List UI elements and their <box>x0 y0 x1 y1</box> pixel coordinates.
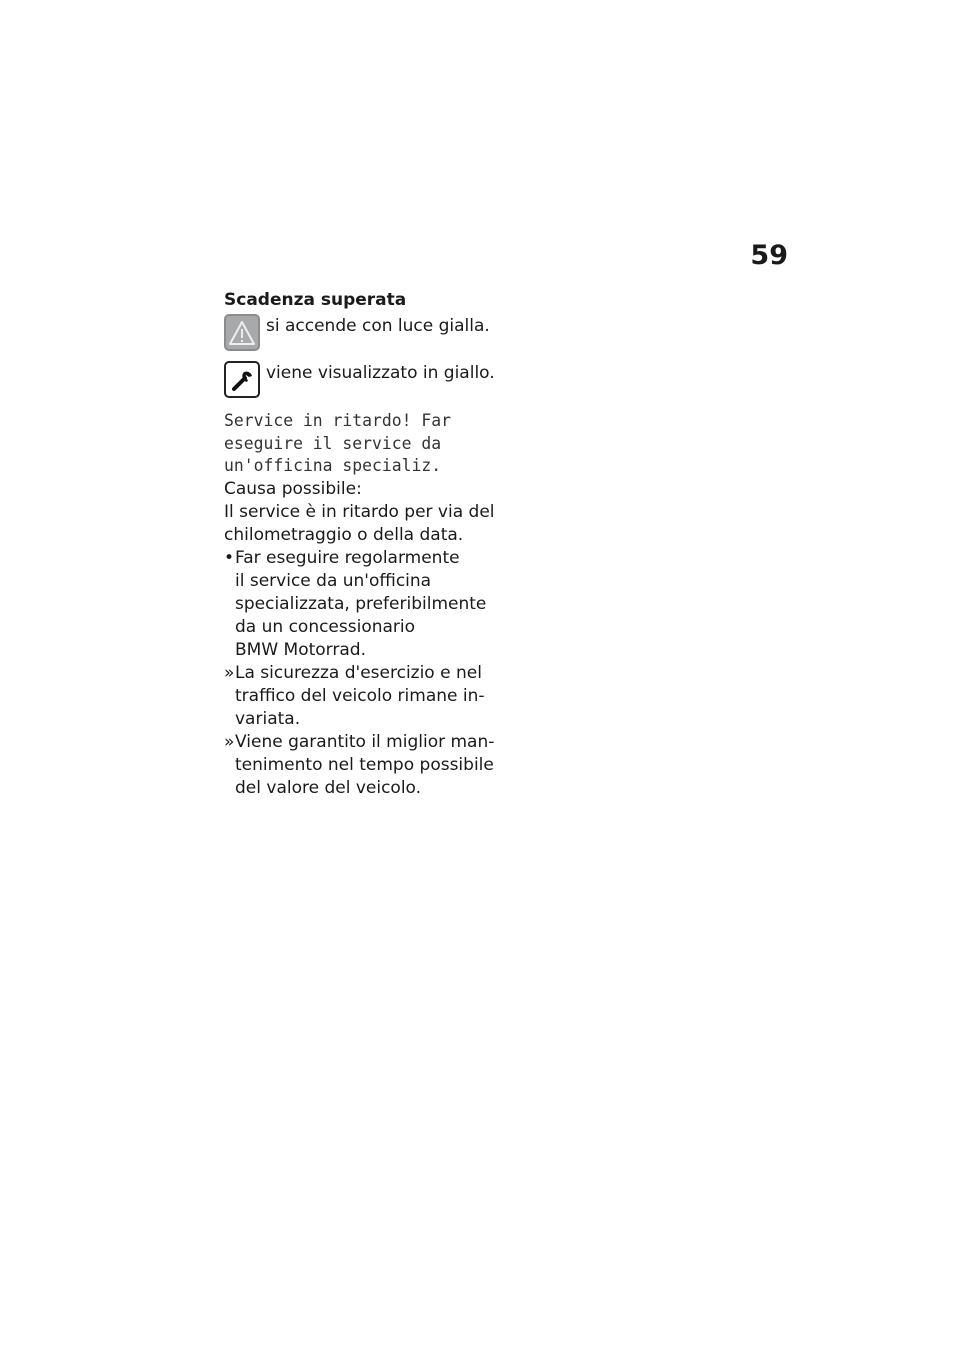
action-bullet <box>224 547 496 662</box>
cause-label: Causa possibile: <box>224 478 362 499</box>
service-indicator-row <box>224 361 496 398</box>
section-title: Scadenza superata <box>224 290 407 310</box>
cause-text-line-1: Il service è in ritardo per via del <box>224 501 495 522</box>
result-text-2: Viene garantito il miglior man- tenimento nel tempo possibile del valore del veicolo. <box>235 731 495 798</box>
cause-text-line-2: chilometraggio o della data. <box>224 524 464 545</box>
warning-indicator-row <box>224 314 496 351</box>
service-indicator-text: viene visualizzato in giallo. <box>266 363 495 383</box>
content-column <box>224 288 496 800</box>
action-text: Far eseguire regolarmente il service da un'officina specializzata, preferibilmente da un concessionario BMW Motorrad. <box>235 547 487 660</box>
page-number: 59 <box>750 240 788 271</box>
result-item <box>224 662 496 731</box>
bullet-mark: • <box>224 547 235 568</box>
result-mark: » <box>224 731 235 752</box>
warning-triangle-icon <box>224 314 260 351</box>
result-text-1: La sicurezza d'esercizio e nel traffico del veicolo rimane in- variata. <box>235 662 485 729</box>
warning-indicator-text: si accende con luce gialla. <box>266 316 490 336</box>
result-mark: » <box>224 662 235 683</box>
display-message: Service in ritardo! Far eseguire il service da un'officina specializ. <box>224 411 451 475</box>
result-item <box>224 731 496 800</box>
wrench-icon <box>224 361 260 398</box>
